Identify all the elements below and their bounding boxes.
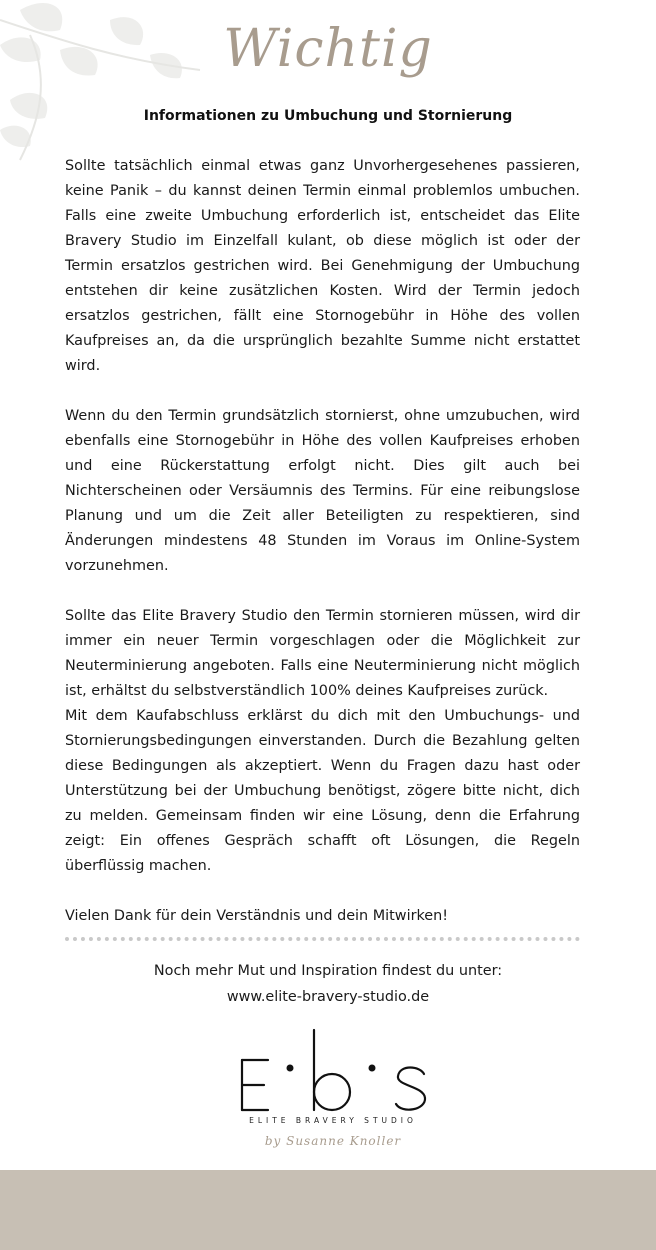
logo-tagline: ELITE BRAVERY STUDIO	[249, 1116, 417, 1125]
paragraph-studio-cancellation: Sollte das Elite Bravery Studio den Termin stornieren müssen, wird dir immer ein neuer Termin vorgeschlagen oder die Möglichkeit zur Neuterminierung angeboten. Falls eine Neuterminierung nicht möglich ist, erhältst du selbstverständlich 100% deines Kaufpreises zurück.	[65, 608, 580, 699]
more-inspiration-text: Noch mehr Mut und Inspiration findest du unter:	[153, 963, 503, 979]
body-text	[65, 154, 580, 929]
page-title: Wichtig	[223, 19, 433, 79]
paragraph-cancellation: Wenn du den Termin grundsätzlich stornierst, ohne umzubuchen, wird ebenfalls eine Stornogebühr in Höhe des vollen Kaufpreises erhoben und eine Rückerstattung erfolgt nicht. Dies gilt auch bei Nichterscheinen oder Versäumnis des Termins. Für eine reibungslose Planung und um die Zeit aller Beteiligten zu respektieren, sind Änderungen mindestens 48 Stunden im Voraus im Online-System vorzunehmen.	[65, 408, 580, 574]
page-subtitle: Informationen zu Umbuchung und Stornierung	[143, 108, 513, 124]
ebs-monogram-icon	[228, 1024, 438, 1119]
paragraph-rebooking: Sollte tatsächlich einmal etwas ganz Unvorhergesehenes passieren, keine Panik – du kannst deinen Termin einmal problemlos umbuchen. Falls eine zweite Umbuchung erforderlich ist, entscheidet das Elite Bravery Studio im Einzelfall kulant, ob diese möglich ist oder der Termin ersatzlos gestrichen wird. Bei Genehmigung der Umbuchung entstehen dir keine zusätzlichen Kosten. Wird der Termin jedoch ersatzlos gestrichen, fällt eine Stornogebühr in Höhe des vollen Kaufpreises an, da die ursprünglich bezahlte Summe nicht erstattet wird.	[65, 158, 580, 374]
footer-band	[0, 1170, 656, 1250]
ebs-logo	[228, 1024, 438, 1159]
footer-info	[0, 958, 656, 1010]
paragraph-thanks: Vielen Dank für dein Verständnis und dein Mitwirken!	[65, 908, 449, 924]
website-link[interactable]: www.elite-bravery-studio.de	[226, 989, 430, 1005]
logo-signature: by Susanne Knoller	[264, 1134, 402, 1148]
dotted-divider	[65, 937, 580, 941]
paragraph-agreement: Mit dem Kaufabschluss erklärst du dich mit den Umbuchungs- und Stornierungsbedingungen einverstanden. Durch die Bezahlung gelten diese Bedingungen als akzeptiert. Wenn du Fragen dazu hast oder Unterstützung bei der Umbuchung benötigst, zögere bitte nicht, dich zu melden. Gemeinsam finden wir eine Lösung, denn die Erfahrung zeigt: Ein offenes Gespräch schafft oft Lösungen, die Regeln überflüssig machen.	[65, 708, 580, 874]
